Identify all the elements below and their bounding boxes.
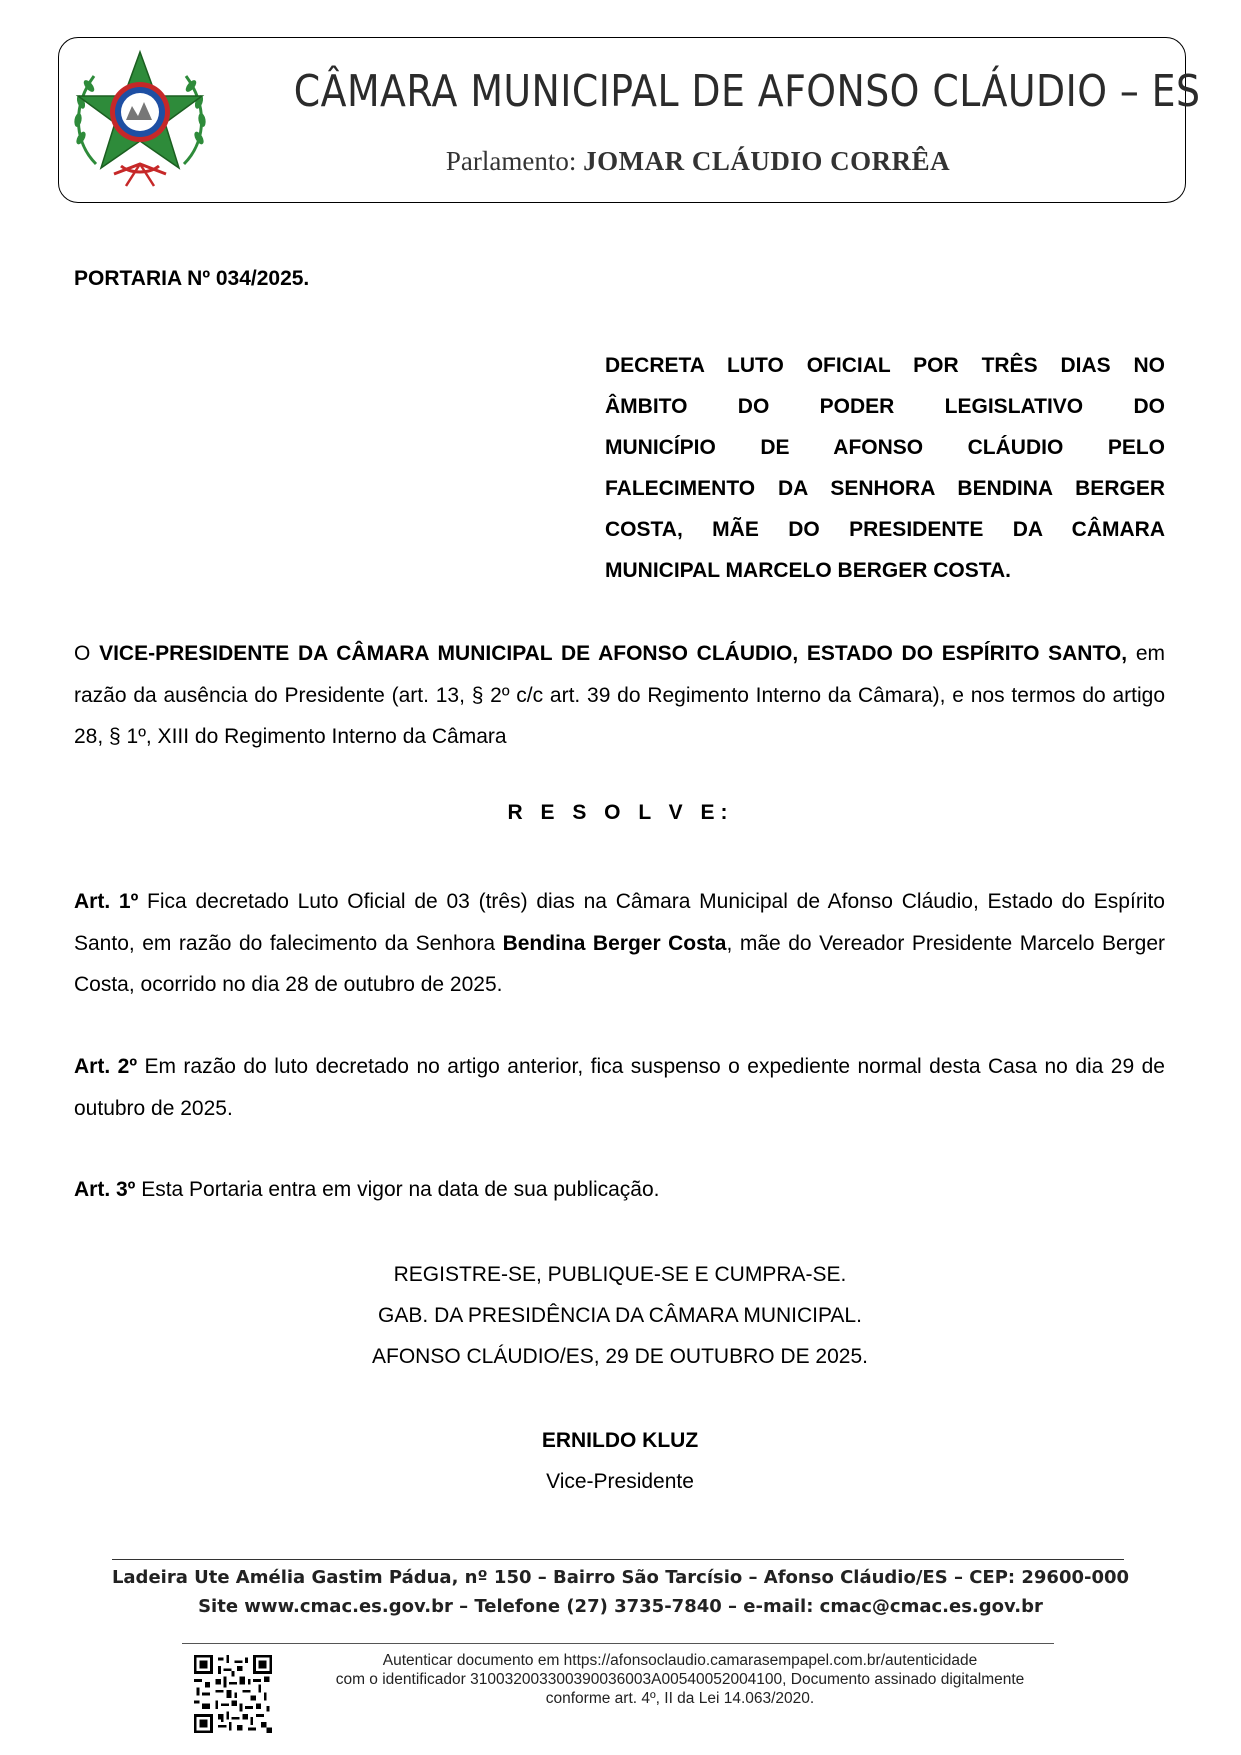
ementa-line: COSTA, MÃE DO PRESIDENTE DA CÂMARA bbox=[605, 518, 1165, 541]
article-3-text: Esta Portaria entra em vigor na data de sua publicação. bbox=[135, 1178, 660, 1201]
article-2 bbox=[74, 1046, 1165, 1129]
article-1-text: Fica decretado Luto Oficial de 03 (três) dias na Câmara Municipal de Afonso Cláudio, Estado do Espírito Santo, em razão do falecimento da Senhora bbox=[74, 890, 1165, 955]
parliament-name: JOMAR CLÁUDIO CORRÊA bbox=[583, 146, 951, 176]
closing-block bbox=[300, 1254, 940, 1377]
preamble-authority: VICE-PRESIDENTE DA CÂMARA MUNICIPAL DE AFONSO CLÁUDIO, ESTADO DO ESPÍRITO SANTO, bbox=[99, 642, 1128, 665]
ementa-line: DECRETA LUTO OFICIAL POR TRÊS DIAS NO bbox=[605, 354, 1165, 377]
municipal-coat-of-arms bbox=[66, 46, 214, 194]
authentication-line: com o identificador 310032003300390036003A00540052004100, Documento assinado digitalmente bbox=[335, 1671, 1025, 1688]
deceased-name: Bendina Berger Costa bbox=[502, 931, 727, 955]
authentication-line: conforme art. 4º, II da Lei 14.063/2020. bbox=[545, 1690, 815, 1707]
ementa-summary bbox=[605, 345, 1165, 591]
authentication-note bbox=[290, 1651, 1070, 1708]
article-1-text-end: , mãe do Vereador Presidente Marcelo Berger Costa, ocorrido no dia 28 de outubro de 2025. bbox=[74, 931, 1165, 996]
article-2-label: Art. 2º bbox=[74, 1055, 137, 1078]
closing-line: REGISTRE-SE, PUBLIQUE-SE E CUMPRA-SE. bbox=[393, 1263, 847, 1286]
ementa-line: FALECIMENTO DA SENHORA BENDINA BERGER bbox=[605, 477, 1165, 500]
signer-name: ERNILDO KLUZ bbox=[541, 1429, 699, 1452]
ementa-line: MUNICÍPIO DE AFONSO CLÁUDIO PELO bbox=[605, 436, 1165, 459]
letterhead-frame bbox=[58, 37, 1201, 203]
signer-role: Vice-Presidente bbox=[546, 1470, 694, 1493]
document-number: PORTARIA Nº 034/2025. bbox=[74, 267, 310, 290]
footer-address: Ladeira Ute Amélia Gastim Pádua, nº 150 – Bairro São Tarcísio – Afonso Cláudio/ES – CEP: 29600-000 bbox=[111, 1567, 1130, 1588]
article-3 bbox=[74, 1169, 1165, 1211]
preamble-paragraph bbox=[74, 633, 1165, 758]
signature-block bbox=[400, 1420, 840, 1502]
authentication-divider bbox=[182, 1643, 1054, 1644]
parliament-line bbox=[228, 146, 1168, 177]
article-3-label: Art. 3º bbox=[74, 1178, 136, 1201]
footer-divider bbox=[112, 1559, 1124, 1560]
qr-code[interactable] bbox=[194, 1654, 272, 1734]
resolve-heading: R E S O L V E: bbox=[507, 801, 734, 824]
parliament-label: Parlamento: bbox=[445, 146, 577, 176]
authentication-line: Autenticar documento em https://afonsoclaudio.camarasempapel.com.br/autenticidade bbox=[382, 1652, 978, 1669]
chamber-title: CÂMARA MUNICIPAL DE AFONSO CLÁUDIO – ES bbox=[293, 66, 1201, 117]
article-2-text: Em razão do luto decretado no artigo anterior, fica suspenso o expediente normal desta Casa no dia 29 de outubro de 2025. bbox=[74, 1055, 1165, 1120]
closing-line: AFONSO CLÁUDIO/ES, 29 DE OUTUBRO DE 2025. bbox=[372, 1345, 868, 1368]
article-1 bbox=[74, 881, 1165, 1006]
preamble-text: em razão da ausência do Presidente (art. 13, § 2º c/c art. 39 do Regimento Interno da Câmara), e nos termos do artigo 28, § 1º, XIII do Regimento Interno da Câmara bbox=[74, 642, 1165, 748]
ementa-line: ÂMBITO DO PODER LEGISLATIVO DO bbox=[605, 395, 1165, 418]
preamble-prefix: O bbox=[74, 642, 100, 665]
article-1-label: Art. 1º bbox=[74, 890, 139, 913]
footer-contact: Site www.cmac.es.gov.br – Telefone (27) 3735-7840 – e-mail: cmac@cmac.es.gov.br bbox=[198, 1596, 1043, 1617]
ementa-line: MUNICIPAL MARCELO BERGER COSTA. bbox=[605, 559, 1012, 582]
closing-line: GAB. DA PRESIDÊNCIA DA CÂMARA MUNICIPAL. bbox=[378, 1304, 862, 1327]
